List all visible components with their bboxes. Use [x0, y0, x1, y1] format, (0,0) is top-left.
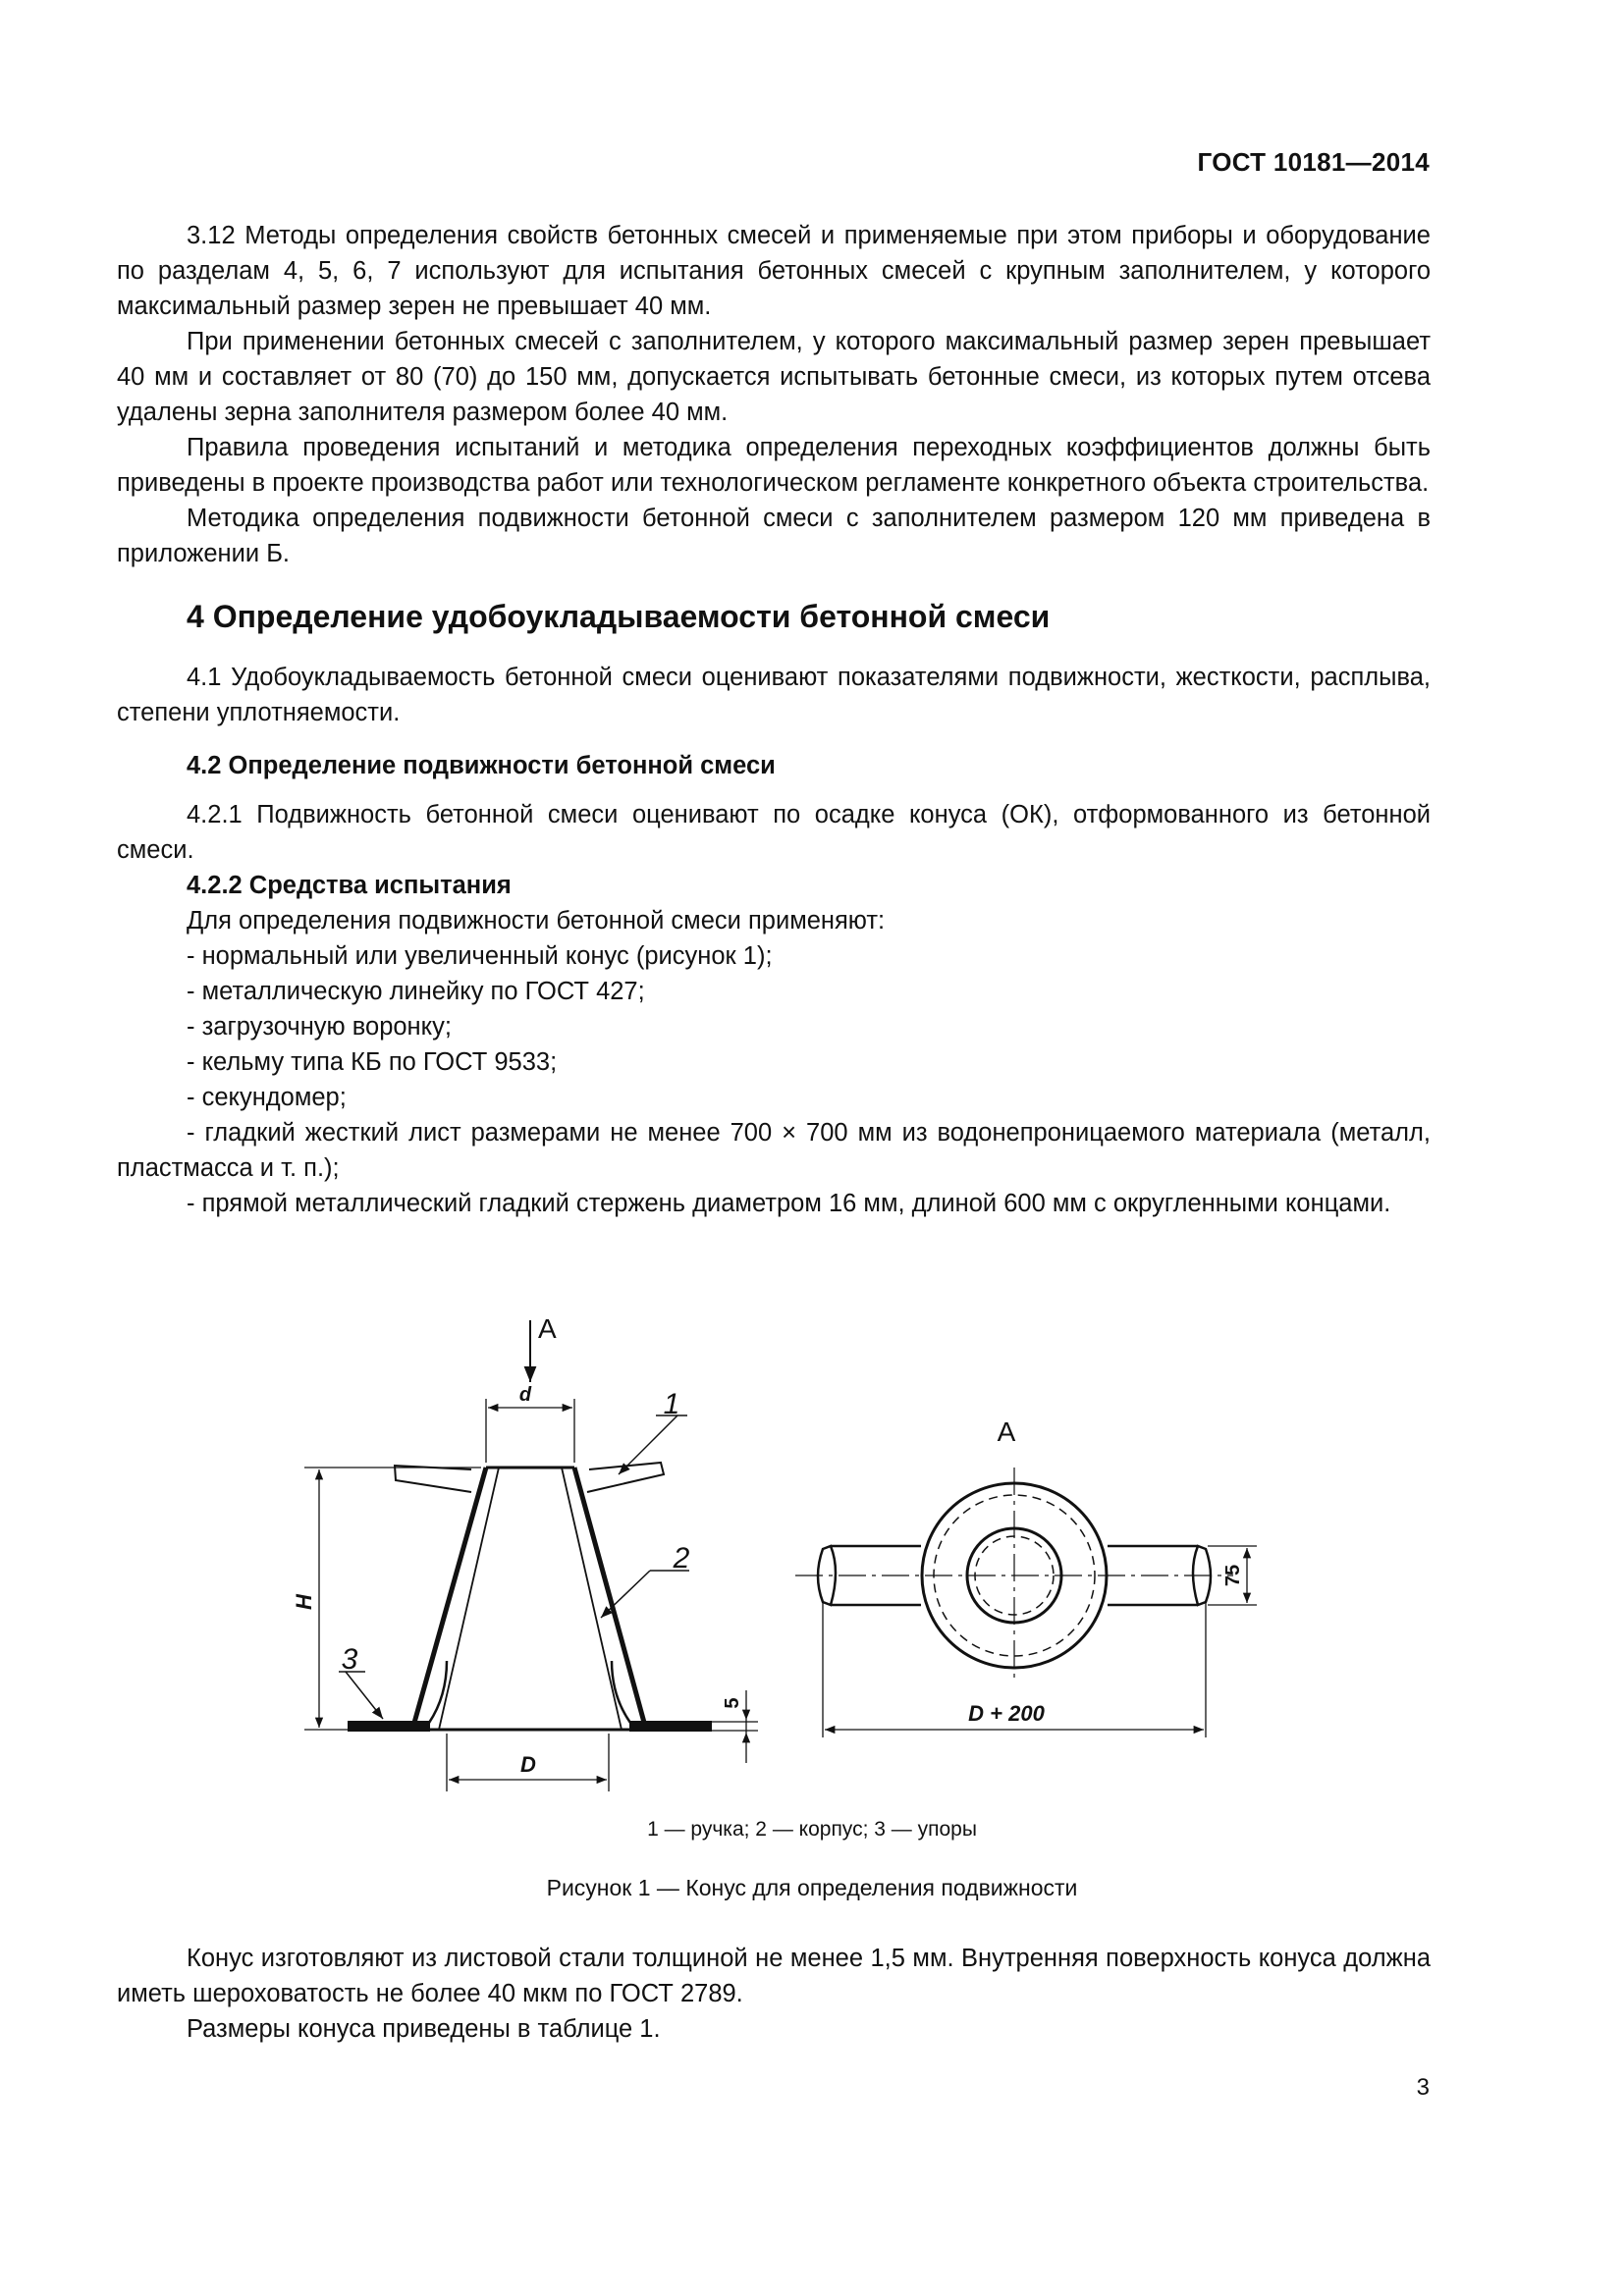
callout-3: 3 — [341, 1643, 358, 1676]
dim-D-label: D — [520, 1752, 536, 1777]
section-4-2-title: 4.2 Определение подвижности бетонной смеси — [187, 752, 776, 779]
callout-leaders — [339, 1415, 689, 1719]
figure-caption: Рисунок 1 — Конус для определения подвижности — [546, 1875, 1078, 1900]
paragraph-4-1: 4.1 Удобоукладываемость бетонной смеси оценивают показателями подвижности, жесткости, расплыва, степени уплотняемости. — [117, 664, 1431, 726]
callout-1: 1 — [663, 1388, 680, 1420]
section-4-2-2-title: 4.2.2 Средства испытания — [187, 872, 512, 899]
paragraph-cone-material: Конус изготовляют из листовой стали толщиной не менее 1,5 мм. Внутренняя поверхность конуса должна иметь шероховатость не более 40 мкм по ГОСТ 2789. — [117, 1945, 1431, 2007]
dim-5-label: 5 — [722, 1697, 743, 1709]
cone-top-view — [795, 1468, 1257, 1737]
list-item: - металлическую линейку по ГОСТ 427; — [187, 978, 645, 1005]
dim-D200-label: D + 200 — [968, 1701, 1045, 1726]
list-item: - гладкий жесткий лист размерами не менее 700 × 700 мм из водонепроницаемого материала (металл, пластмасса и т. п.); — [117, 1119, 1431, 1182]
list-item: - прямой металлический гладкий стержень диаметром 16 мм, длиной 600 мм с округленными концами. — [187, 1190, 1391, 1217]
dim-d-label: d — [518, 1384, 532, 1406]
list-item: - кельму типа КБ по ГОСТ 9533; — [187, 1048, 558, 1076]
paragraph-4-2-2-intro: Для определения подвижности бетонной смеси применяют: — [187, 907, 886, 934]
dim-H-label: H — [292, 1594, 316, 1610]
dim-75-label: 75 — [1222, 1564, 1244, 1587]
cone-drawing — [285, 1306, 1267, 1777]
paragraph-3-12: 3.12 Методы определения свойств бетонных смесей и применяемые при этом приборы и оборудование по разделам 4, 5, 6, 7 используют для испытания бетонных смесей с крупным заполнителем, у которого максимальный размер зерен не превышает 40 мм. — [117, 222, 1431, 320]
body-text-after-figure — [117, 1941, 1431, 2047]
callout-2: 2 — [673, 1542, 690, 1575]
paragraph-aggregate: При применении бетонных смесей с заполнителем, у которого максимальный размер зерен превышает 40 мм и составляет от 80 (70) до 150 мм, допускается испытывать бетонные смеси, из которых путем отсева удалены зерна заполнителя размером более 40 мм. — [117, 328, 1431, 426]
cone-figure — [285, 1306, 1267, 1777]
section-4-title: 4 Определение удобоукладываемости бетонной смеси — [187, 599, 1051, 634]
top-view-title: A — [997, 1416, 1016, 1447]
figure-legend: 1 — ручка; 2 — корпус; 3 — упоры — [647, 1818, 977, 1841]
body-text — [117, 218, 1431, 1221]
cone-body — [412, 1468, 646, 1730]
view-arrow-label: A — [538, 1313, 557, 1344]
paragraph-4-2-1: 4.2.1 Подвижность бетонной смеси оценивают по осадке конуса (ОК), отформованного из бетонной смеси. — [117, 801, 1431, 864]
paragraph-cone-sizes: Размеры конуса приведены в таблице 1. — [187, 2015, 661, 2043]
list-item: - секундомер; — [187, 1084, 347, 1111]
list-item: - нормальный или увеличенный конус (рисунок 1); — [187, 942, 773, 970]
paragraph-rules: Правила проведения испытаний и методика определения переходных коэффициентов должны быть приведены в проекте производства работ или технологическом регламенте конкретного объекта строительства. — [117, 434, 1431, 497]
cone-dimensions — [304, 1399, 758, 1791]
list-item: - загрузочную воронку; — [187, 1013, 452, 1041]
cone-supports — [349, 1661, 711, 1731]
document-header: ГОСТ 10181—2014 — [1197, 147, 1430, 177]
paragraph-method: Методика определения подвижности бетонной смеси с заполнителем размером 120 мм приведена в приложении Б. — [117, 505, 1431, 567]
page-number: 3 — [1416, 2074, 1430, 2101]
